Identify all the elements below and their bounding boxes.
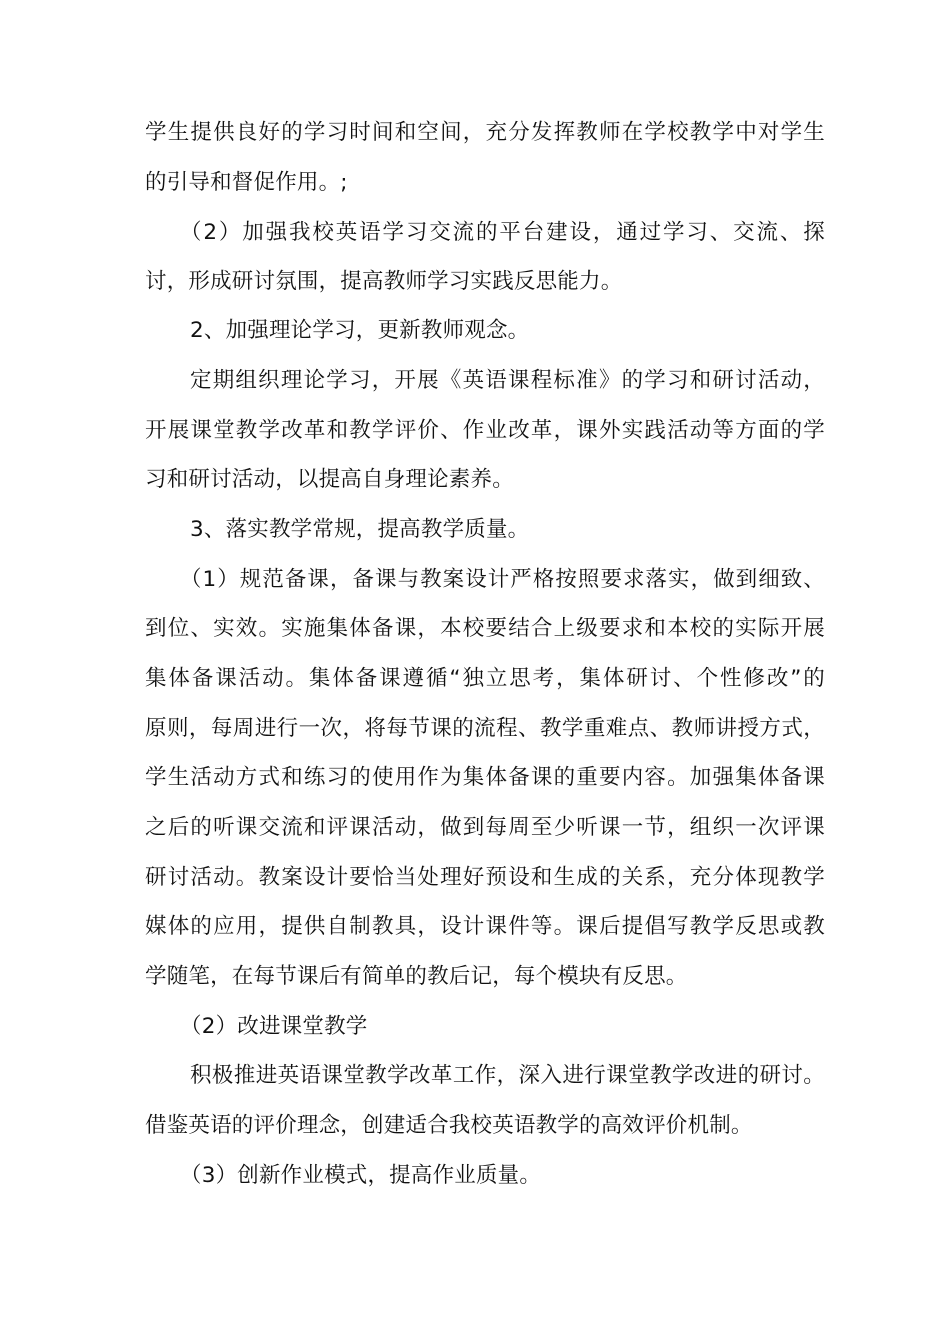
paragraph-line: 定期组织理论学习，开展《英语课程标准》的学习和研讨活动， bbox=[190, 368, 825, 393]
paragraph-line: 学随笔，在每节课后有简单的教后记，每个模块有反思。 bbox=[145, 964, 688, 989]
paragraph-line: 学生活动方式和练习的使用作为集体备课的重要内容。加强集体备课 bbox=[145, 765, 825, 790]
paragraph-line: 集体备课活动。集体备课遵循“独立思考，集体研讨、个性修改”的 bbox=[145, 666, 825, 691]
paragraph-line: 到位、实效。实施集体备课，本校要结合上级要求和本校的实际开展 bbox=[145, 616, 825, 641]
paragraph-line: 的引导和督促作用。; bbox=[145, 170, 348, 195]
paragraph-line: 之后的听课交流和评课活动，做到每周至少听课一节，组织一次评课 bbox=[145, 815, 825, 840]
subsection-heading: （3）创新作业模式，提高作业质量。 bbox=[180, 1163, 542, 1188]
paragraph-line: 原则，每周进行一次，将每节课的流程、教学重难点、教师讲授方式， bbox=[145, 716, 825, 741]
paragraph-line: 开展课堂教学改革和教学评价、作业改革，课外实践活动等方面的学 bbox=[145, 418, 825, 443]
paragraph-line: 习和研讨活动，以提高自身理论素养。 bbox=[145, 467, 514, 492]
subsection-heading: （2）改进课堂教学 bbox=[180, 1014, 368, 1039]
paragraph-line: 讨，形成研讨氛围，提高教师学习实践反思能力。 bbox=[145, 269, 623, 294]
paragraph-line: （1）规范备课，备课与教案设计严格按照要求落实，做到细致、 bbox=[180, 567, 825, 592]
paragraph-line: 借鉴英语的评价理念，创建适合我校英语教学的高效评价机制。 bbox=[145, 1113, 753, 1138]
paragraph-line: 媒体的应用，提供自制教具，设计课件等。课后提倡写教学反思或教 bbox=[145, 914, 825, 939]
paragraph-line: 学生提供良好的学习时间和空间，充分发挥教师在学校教学中对学生 bbox=[145, 120, 825, 145]
paragraph-line: （2）加强我校英语学习交流的平台建设，通过学习、交流、探 bbox=[180, 220, 825, 245]
paragraph-line: 积极推进英语课堂教学改革工作，深入进行课堂教学改进的研讨。 bbox=[190, 1063, 825, 1088]
section-heading: 2、加强理论学习，更新教师观念。 bbox=[190, 318, 530, 343]
section-heading: 3、落实教学常规，提高教学质量。 bbox=[190, 517, 530, 542]
paragraph-line: 研讨活动。教案设计要恰当处理好预设和生成的关系，充分体现教学 bbox=[145, 865, 825, 890]
